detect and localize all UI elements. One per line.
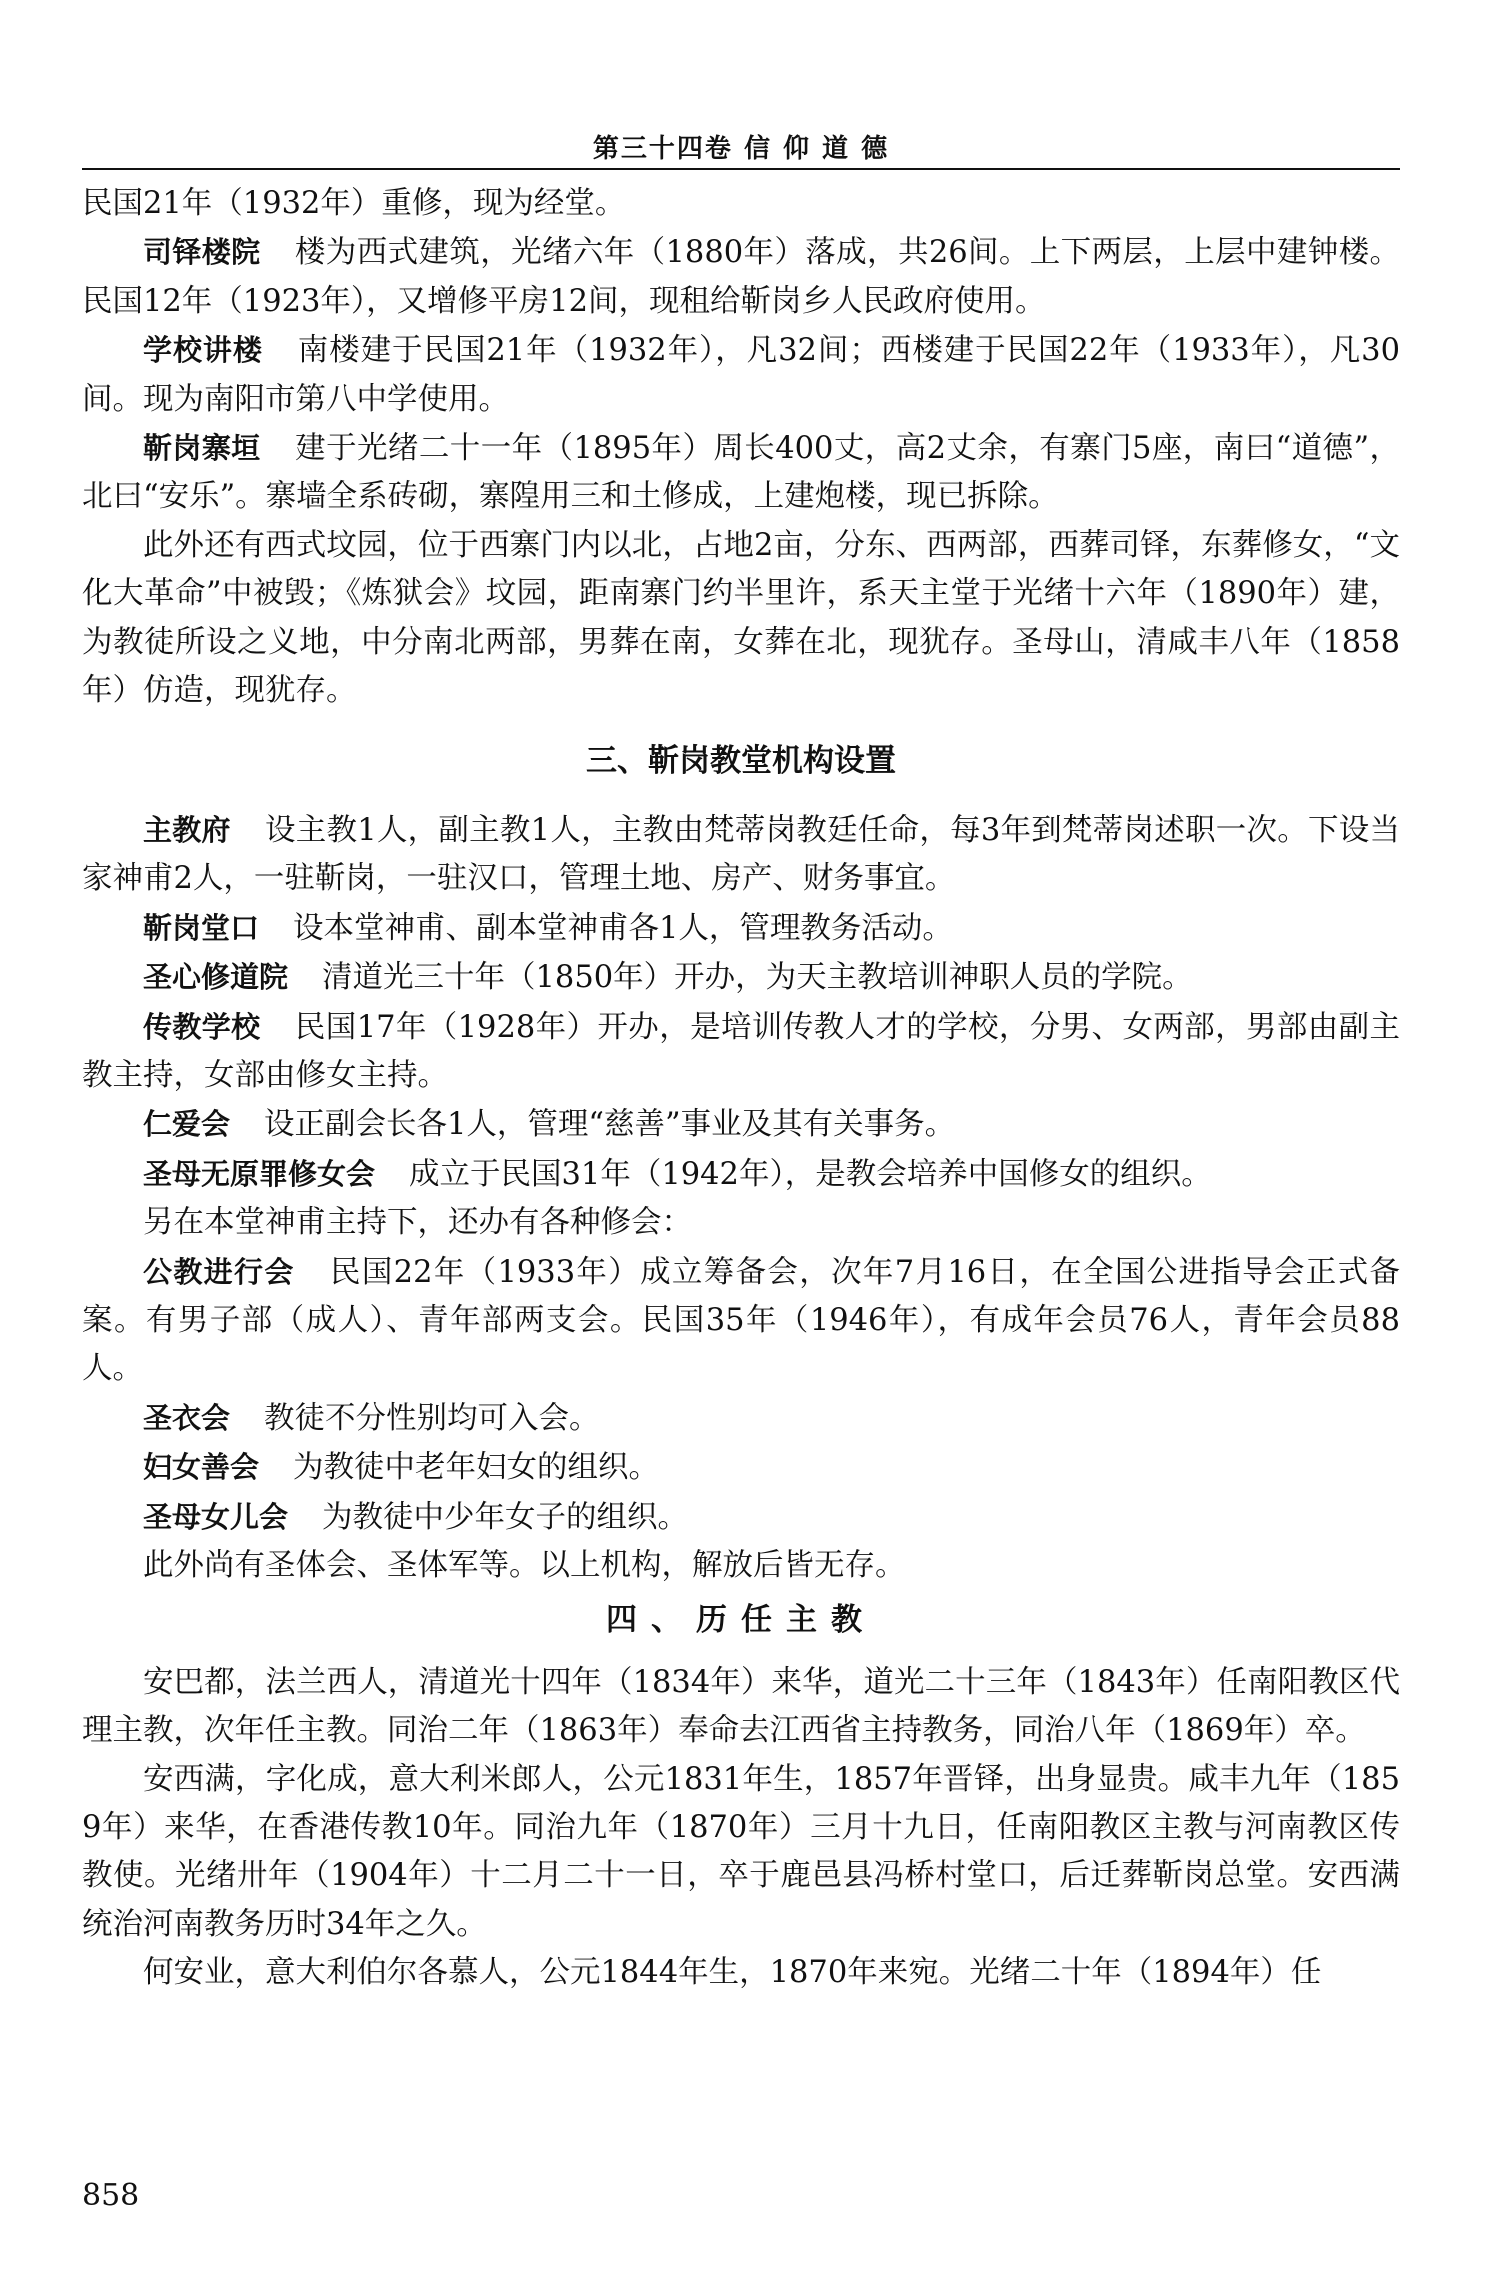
- document-page: [82, 0, 1400, 2275]
- paragraph: 此外尚有圣体会、圣体军等。以上机构，解放后皆无存。: [143, 1547, 906, 1583]
- entry-term: 妇女善会: [143, 1450, 260, 1485]
- page-number: 858: [82, 2178, 140, 2213]
- paragraph: [82, 806, 1400, 904]
- entry-term: 传教学校: [143, 1009, 261, 1044]
- section-heading: 四、历任主教: [606, 1602, 876, 1639]
- paragraph: [82, 326, 1400, 424]
- entry-text: 民国22年（1933年）成立筹备会，次年7月16日，在全国公进指导会正式备案。有男子部（成人）、青年部两支会。民国35年（1946年），有成年会员76人，青年会员88人。: [82, 1254, 1400, 1387]
- paragraph: [82, 1003, 1400, 1101]
- entry-term: 主教府: [143, 812, 231, 847]
- entry-text: 为教徒中老年妇女的组织。: [293, 1450, 660, 1486]
- entry-text: 清道光三十年（1850年）开办，为天主教培训神职人员的学院。: [322, 960, 1193, 996]
- entry-text: 设主教1人，副主教1人，主教由梵蒂岗教廷任命，每3年到梵蒂岗述职一次。下设当家神甫2人，一驻靳岗，一驻汉口，管理土地、房产、财务事宜。: [82, 812, 1400, 897]
- entry-text: 设本堂神甫、副本堂神甫各1人，管理教务活动。: [293, 910, 953, 946]
- paragraph: [82, 904, 1400, 953]
- entry-text: 建于光绪二十一年（1895年）周长400丈，高2丈余，有寨门5座，南曰“道德”，北曰“安乐”。寨墙全系砖砌，寨隍用三和土修成，上建炮楼，现已拆除。: [82, 431, 1400, 515]
- entry-term: 公教进行会: [143, 1254, 295, 1289]
- entry-term: 靳岗堂口: [143, 910, 260, 945]
- paragraph: [82, 1493, 1400, 1542]
- paragraph: [82, 1248, 1400, 1394]
- paragraph: [82, 424, 1400, 522]
- entry-text: 教徒不分性别均可入会。: [264, 1400, 600, 1436]
- entry-term: 圣母女儿会: [143, 1499, 289, 1534]
- entry-text: 成立于民国31年（1942年），是教会培养中国修女的组织。: [409, 1156, 1212, 1192]
- entry-text: 楼为西式建筑，光绪六年（1880年）落成，共26间。上下两层，上层中建钟楼。民国12年（1923年），又增修平房12间，现租给靳岗乡人民政府使用。: [82, 235, 1400, 319]
- entry-term: 靳岗寨垣: [143, 431, 261, 466]
- paragraph: [82, 1394, 1400, 1443]
- entry-text: 南楼建于民国21年（1932年），凡32间；西楼建于民国22年（1933年），凡30间。现为南阳市第八中学使用。: [82, 333, 1400, 417]
- paragraph: 此外还有西式坟园，位于西寨门内以北，占地2亩，分东、西两部，西葬司铎，东葬修女，“文化大革命”中被毁；《炼狱会》坟园，距南寨门约半里许，系天主堂于光绪十六年（1890年）建，为教徒所设之义地，中分南北两部，男葬在南，女葬在北，现犹存。圣母山，清咸丰八年（1858年）仿造，现犹存。: [82, 527, 1400, 709]
- entry-term: 学校讲楼: [143, 333, 263, 368]
- paragraph: 何安业，意大利伯尔各慕人，公元1844年生，1870年来宛。光绪二十年（1894年）任: [143, 1955, 1322, 1991]
- page-body: [82, 180, 1400, 1998]
- entry-term: 仁爱会: [143, 1107, 231, 1142]
- entry-term: 司铎楼院: [143, 235, 261, 270]
- paragraph: 民国21年（1932年）重修，现为经堂。: [82, 186, 626, 221]
- paragraph: [82, 228, 1400, 326]
- paragraph: [82, 1443, 1400, 1492]
- entry-text: 设正副会长各1人，管理“慈善”事业及其有关事务。: [264, 1107, 956, 1143]
- paragraph: [82, 1150, 1400, 1199]
- running-header: 第三十四卷 信 仰 道 德: [592, 134, 890, 164]
- entry-text: 民国17年（1928年）开办，是培训传教人才的学校，分男、女两部，男部由副主教主持，女部由修女主持。: [82, 1009, 1400, 1093]
- paragraph: 安巴都，法兰西人，清道光十四年（1834年）来华，道光二十三年（1843年）任南阳教区代理主教，次年任主教。同治二年（1863年）奉命去江西省主持教务，同治八年（1869年）卒。: [82, 1664, 1400, 1749]
- paragraph: [82, 1100, 1400, 1149]
- entry-term: 圣心修道院: [143, 960, 289, 995]
- paragraph: [82, 953, 1400, 1002]
- header-rule: [82, 168, 1400, 170]
- entry-text: 为教徒中少年女子的组织。: [322, 1499, 689, 1535]
- entry-term: 圣母无原罪修女会: [143, 1156, 376, 1191]
- entry-term: 圣衣会: [143, 1400, 231, 1435]
- paragraph: 另在本堂神甫主持下，还办有各种修会：: [143, 1205, 692, 1241]
- section-heading: 三、靳岗教堂机构设置: [586, 743, 896, 780]
- paragraph: 安西满，字化成，意大利米郎人，公元1831年生，1857年晋铎，出身显贵。咸丰九年（1859年）来华，在香港传教10年。同治九年（1870年）三月十九日，任南阳教区主教与河南教区传教使。光绪卅年（1904年）十二月二十一日，卒于鹿邑县冯桥村堂口，后迁葬靳岗总堂。安西满统治河南教务历时34年之久。: [82, 1761, 1400, 1942]
